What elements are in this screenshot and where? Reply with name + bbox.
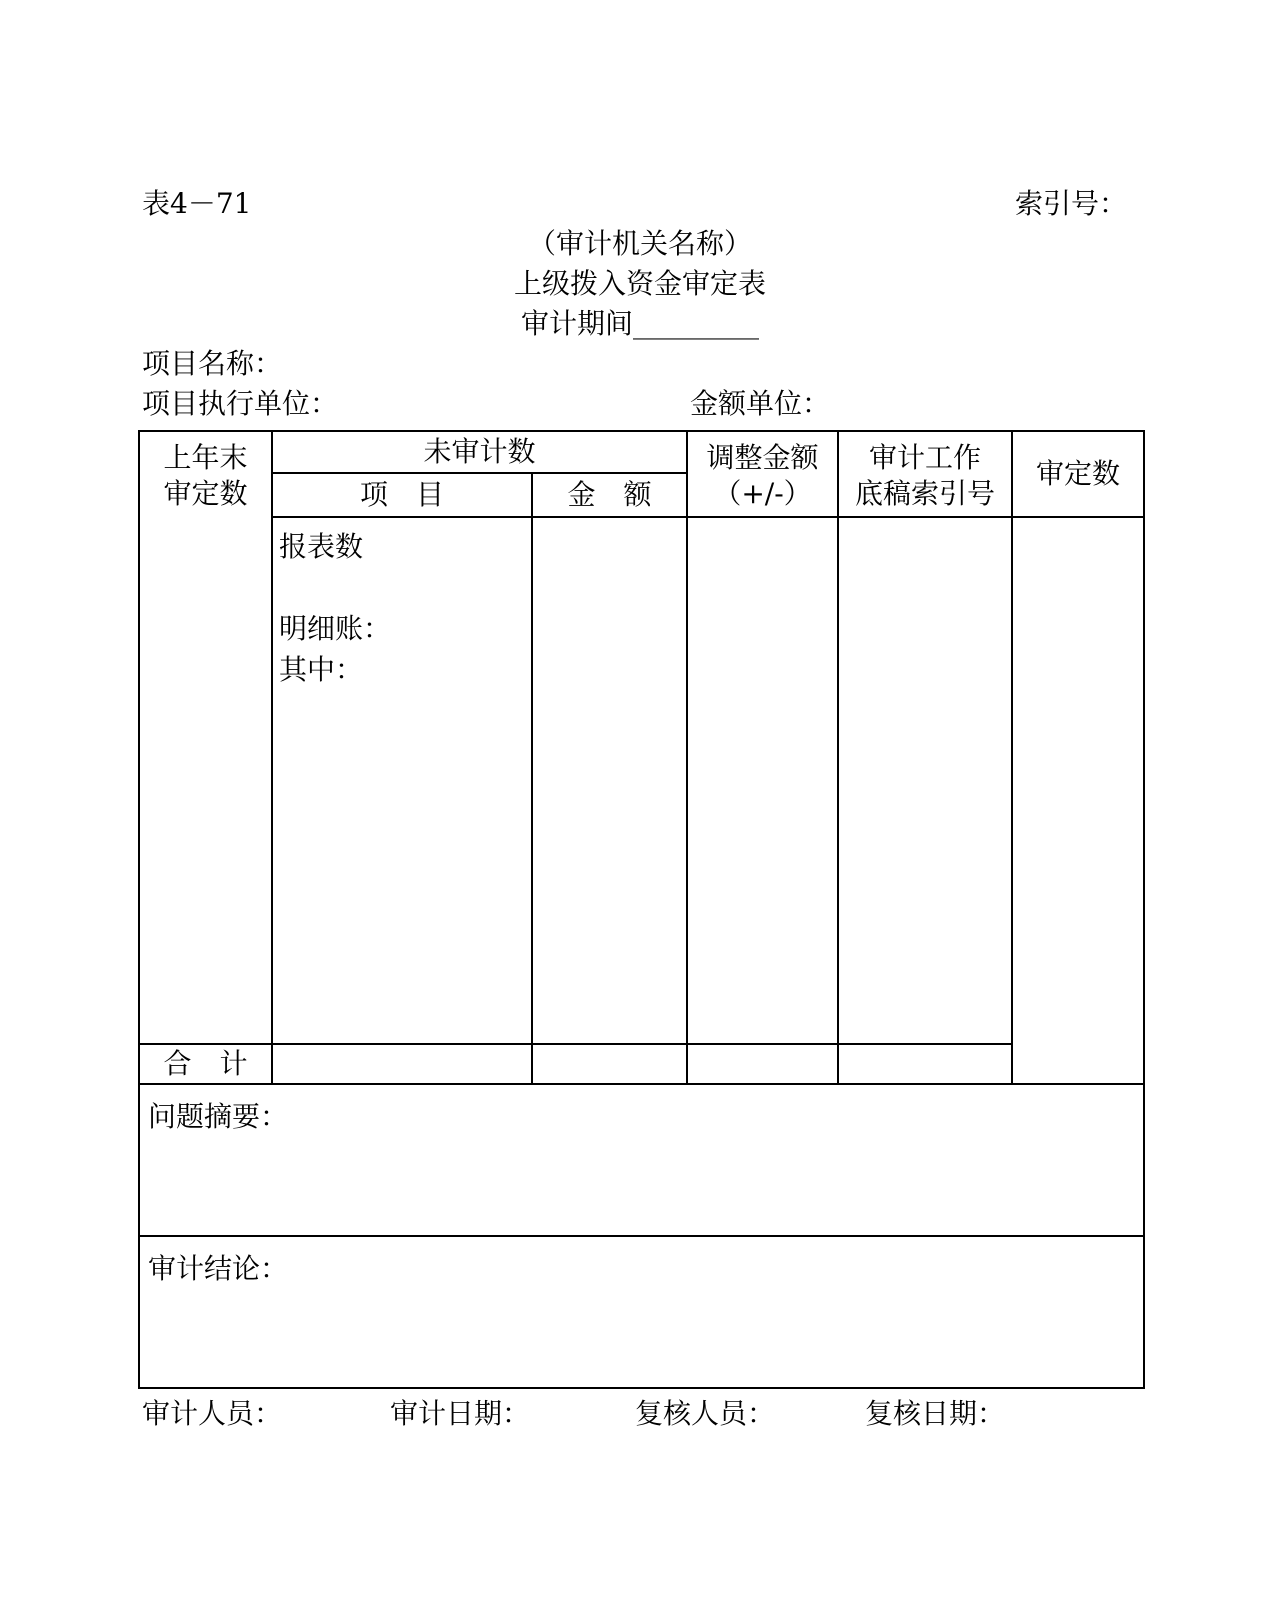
audit-period [520,307,760,340]
review-date-label: 复核日期： [865,1397,1006,1430]
exec-unit-label: 项目执行单位： [142,387,339,420]
workpaper-cell[interactable] [838,517,1012,1044]
col-header-unaudited: 未审计数 [272,431,687,473]
item-report: 报表数 [279,530,364,563]
total-amount-cell[interactable] [272,1044,532,1084]
audit-date-label: 审计日期： [390,1397,531,1430]
index-number-label: 索引号： [1015,187,1128,220]
total-label: 合 计 [139,1044,272,1084]
col-header-prev-approved: 上年末 审定数 [139,431,272,1044]
total-workpaper-cell[interactable] [687,1044,838,1084]
col-header-item: 项 目 [272,473,532,517]
amount-unit-label: 金额单位： [690,387,831,420]
item-blank [279,567,525,608]
item-ledger: 明细账： [279,612,392,645]
agency-name: （审计机关名称） [527,227,753,260]
approved-cell[interactable] [1012,517,1144,1084]
adjustment-cell[interactable] [687,517,838,1044]
col-header-adjustment: 调整金额 （+/-） [687,431,838,517]
col-header-approved: 审定数 [1012,431,1144,517]
table-number: 表4－71 [142,187,252,220]
project-name-label: 项目名称： [142,347,283,380]
item-of-which: 其中： [279,653,364,686]
audit-form-table [138,430,1145,1389]
total-adjustment-cell[interactable] [532,1044,687,1084]
col-header-workpaper-index: 审计工作 底稿索引号 [838,431,1012,517]
auditor-label: 审计人员： [142,1397,283,1430]
audit-period-blank[interactable]: _________ [633,307,760,340]
reviewer-label: 复核人员： [635,1397,776,1430]
issues-summary-cell[interactable] [139,1084,1144,1236]
audit-period-label: 审计期间 [520,307,634,340]
audit-conclusion-label: 审计结论： [148,1252,289,1285]
page-title: 上级拨入资金审定表 [513,267,767,300]
col-header-amount: 金 额 [532,473,687,517]
items-cell[interactable] [272,517,532,1044]
audit-conclusion-cell[interactable] [139,1236,1144,1388]
issues-summary-label: 问题摘要： [148,1100,289,1133]
amount-cell[interactable] [532,517,687,1044]
